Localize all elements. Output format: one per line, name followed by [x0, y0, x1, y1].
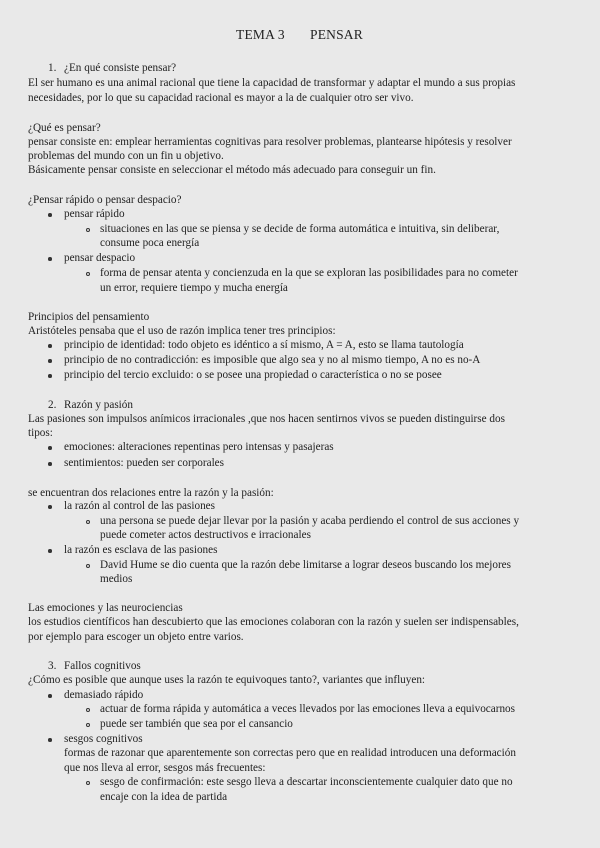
bullet-icon — [48, 505, 52, 509]
paragraph-line: ¿Cómo es posible que aunque uses la razón te equivoques tanto?, variantes que influyen: — [28, 674, 426, 686]
bullet-icon — [48, 359, 52, 363]
sub-list-item: sesgo de confirmación: este sesgo lleva a descartar inconscientemente cualquier dato que no — [100, 776, 513, 788]
list-item: la razón es esclava de las pasiones — [64, 544, 218, 556]
sub-list-item: actuar de forma rápida y automática a veces llevados por las emociones lleva a equivocarnos — [100, 703, 516, 715]
paragraph-line: El ser humano es una animal racional que tiene la capacidad de transformar y adaptar el mundo a sus propias — [28, 77, 516, 89]
bullet-icon — [48, 462, 52, 466]
list-item-text: formas de razonar que aparentemente son correctas pero que en realidad introducen una deformación — [64, 747, 516, 759]
bullet-icon — [48, 446, 52, 450]
sub-list-item: puede ser también que sea por el cansancio — [100, 718, 293, 730]
bullet-icon — [48, 344, 52, 348]
list-item: principio de no contradicción: es imposible que algo sea y no al mismo tiempo, A no es no-A — [64, 354, 481, 366]
sub-bullet-icon — [86, 781, 90, 785]
paragraph-line: Básicamente pensar consiste en seleccionar el método más adecuado para conseguir un fin. — [28, 164, 436, 176]
bullet-icon — [48, 694, 52, 698]
subheading: ¿Qué es pensar? — [28, 122, 101, 134]
list-item: sentimientos: pueden ser corporales — [64, 457, 224, 469]
sub-list-item: medios — [100, 573, 133, 585]
sub-list-item: encaje con la idea de partida — [100, 791, 228, 803]
sub-bullet-icon — [86, 708, 90, 712]
sub-list-item: forma de pensar atenta y concienzuda en la que se exploran las posibilidades para no cometer — [100, 267, 518, 279]
list-item: la razón al control de las pasiones — [64, 500, 215, 512]
list-item: pensar despacio — [64, 252, 136, 264]
sub-list-item: consume poca energía — [100, 237, 200, 249]
paragraph-line: por ejemplo para escoger un objeto entre varios. — [28, 631, 244, 643]
section-number: 3. — [48, 660, 57, 672]
paragraph-line: se encuentran dos relaciones entre la razón y la pasión: — [28, 487, 274, 499]
sub-list-item: una persona se puede dejar llevar por la pasión y acaba perdiendo el control de sus acciones y — [100, 515, 520, 527]
bullet-icon — [48, 374, 52, 378]
paragraph-line: Aristóteles pensaba que el uso de razón implica tener tres principios: — [28, 325, 336, 337]
bullet-icon — [48, 549, 52, 553]
list-item: principio del tercio excluido: o se posee una propiedad o característica o no se posee — [64, 369, 442, 381]
paragraph-line: problemas del mundo con un fin u objetivo. — [28, 150, 224, 162]
subheading: ¿Pensar rápido o pensar despacio? — [28, 194, 182, 206]
sub-list-item: David Hume se dio cuenta que la razón debe limitarse a lograr deseos buscando los mejores — [100, 559, 512, 571]
bullet-icon — [48, 213, 52, 217]
list-item: pensar rápido — [64, 208, 125, 220]
bullet-icon — [48, 257, 52, 261]
sub-list-item: situaciones en las que se piensa y se decide de forma automática e intuitiva, sin deliberar, — [100, 223, 500, 235]
list-item: emociones: alteraciones repentinas pero intensas y pasajeras — [64, 441, 334, 453]
list-item: sesgos cognitivos — [64, 733, 143, 745]
section-number: 1. — [48, 62, 57, 74]
paragraph-line: pensar consiste en: emplear herramientas cognitivas para resolver problemas, plantearse hipótesis y resolver — [28, 136, 512, 148]
subheading: Las emociones y las neurociencias — [28, 602, 183, 614]
sub-bullet-icon — [86, 228, 90, 232]
paragraph-line: los estudios científicos han descubierto que las emociones colaboran con la razón y suelen ser indispensables, — [28, 616, 519, 628]
paragraph-line: necesidades, por lo que su capacidad racional es mayor a la de cualquier otro ser vivo. — [28, 92, 414, 104]
sub-bullet-icon — [86, 520, 90, 524]
section-number: 2. — [48, 399, 57, 411]
bullet-icon — [48, 738, 52, 742]
section-heading: ¿En qué consiste pensar? — [64, 62, 177, 74]
list-item: principio de identidad: todo objeto es idéntico a sí mismo, A = A, esto se llama tautología — [64, 339, 464, 351]
subheading: Principios del pensamiento — [28, 311, 150, 323]
list-item: demasiado rápido — [64, 689, 144, 701]
section-heading: Razón y pasión — [64, 399, 133, 411]
sub-list-item: un error, requiere tiempo y mucha energía — [100, 282, 288, 294]
paragraph-line: tipos: — [28, 427, 53, 439]
section-heading: Fallos cognitivos — [64, 660, 141, 672]
sub-bullet-icon — [86, 272, 90, 276]
tema-label: TEMA 3 — [236, 27, 285, 42]
sub-bullet-icon — [86, 564, 90, 568]
page-title: PENSAR — [310, 27, 363, 42]
list-item-text: que nos lleva al error, sesgos más frecuentes: — [64, 762, 266, 774]
sub-bullet-icon — [86, 723, 90, 727]
paragraph-line: Las pasiones son impulsos anímicos irracionales ,que nos hacen sentirnos vivos se pueden distinguirse dos — [28, 413, 505, 425]
sub-list-item: puede cometer actos destructivos e irracionales — [100, 529, 311, 541]
